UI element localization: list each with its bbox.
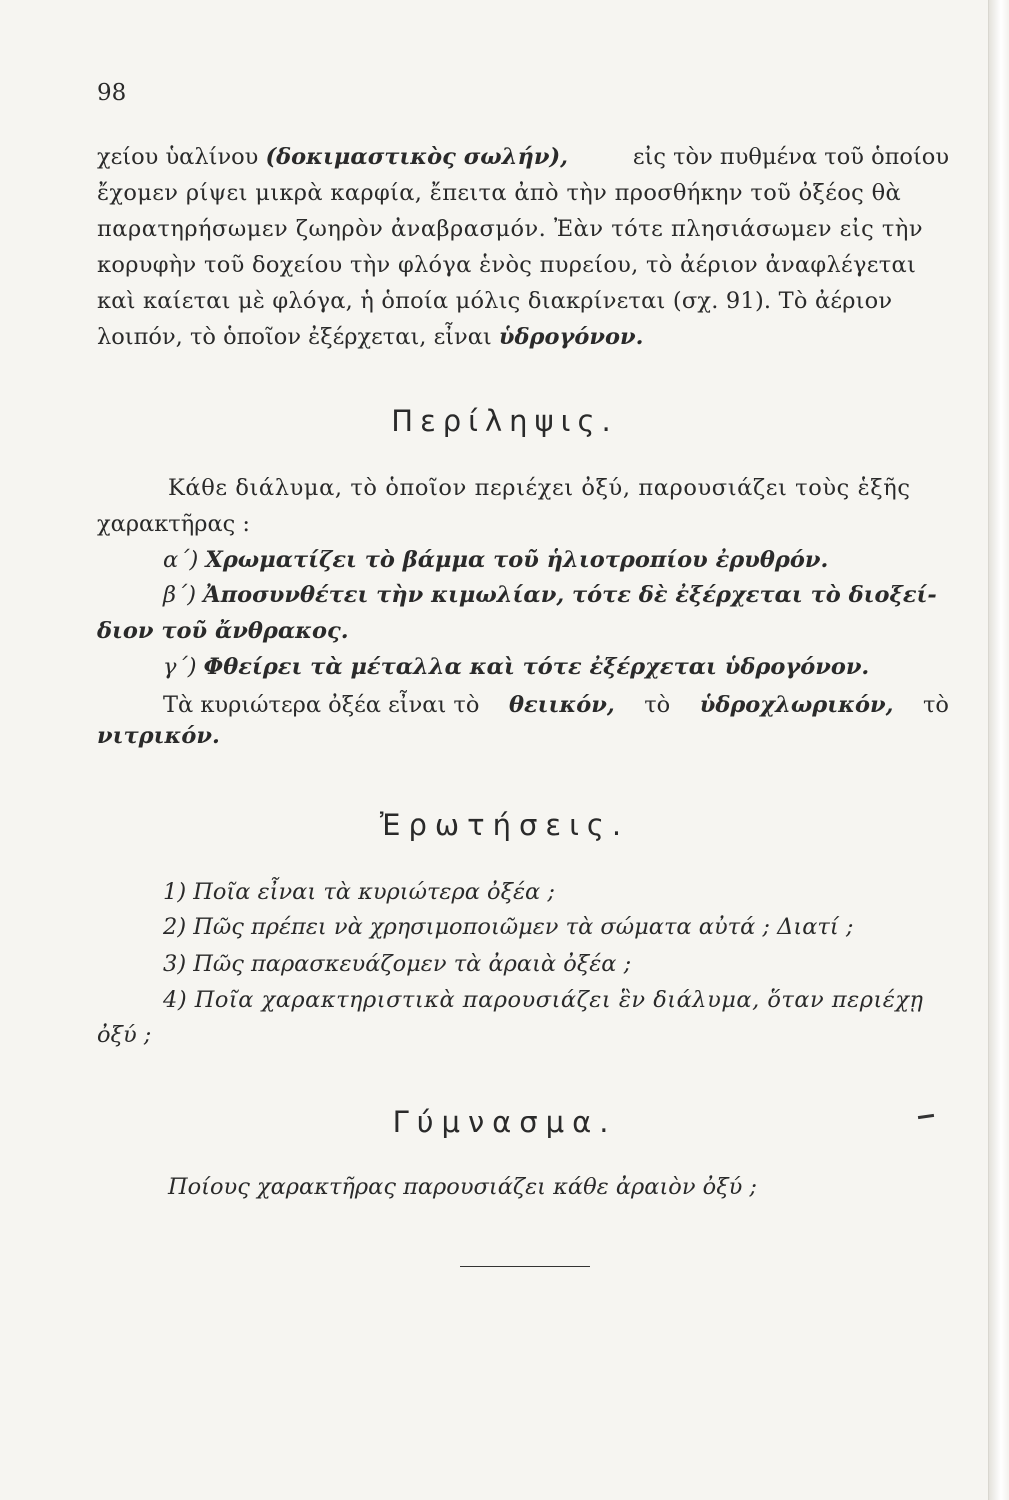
intro-line-4: κορυφὴν τοῦ δοχείου τὴν φλόγα ἑνὸς πυρείου, τὸ ἀέριον ἀναφλέγεται (97, 252, 917, 278)
summary-item-c: γ΄) Φθείρει τὰ μέταλλα καὶ τότε ἐξέρχεται ὑδρογόνον. (163, 654, 870, 680)
question-1: 1) Ποῖα εἶναι τὰ κυριώτερα ὀξέα ; (163, 879, 555, 905)
summary-item-b: β΄) Ἀποσυνθέτει τὴν κιμωλίαν, τότε δὲ ἐξέρχεται τὸ διοξεί- (163, 582, 937, 608)
summary-intro-line-2: χαρακτῆρας : (97, 511, 250, 537)
page-number: 98 (97, 80, 127, 106)
summary-main-acids-cont: νιτρικόν. (97, 723, 220, 749)
intro-line-1: χείου ὑαλίνου (δοκιμαστικὸς σωλήν), εἰς τὸν πυθμένα τοῦ ὁποίου (97, 144, 949, 170)
questions-heading: Ἐρωτήσεις. (379, 808, 630, 842)
summary-intro-line-1: Κάθε διάλυμα, τὸ ὁποῖον περιέχει ὀξύ, παρουσιάζει τοὺς ἑξῆς (168, 475, 911, 501)
summary-item-b-cont: διον τοῦ ἄνθρακος. (97, 618, 349, 644)
end-rule (460, 1266, 590, 1267)
intro-line-2: ἔχομεν ρίψει μικρὰ καρφία, ἔπειτα ἀπὸ τὴν προσθήκην τοῦ ὀξέος θὰ (97, 180, 902, 206)
intro-line-6: λοιπόν, τὸ ὁποῖον ἐξέρχεται, εἶναι ὑδρογόνον. (97, 324, 644, 350)
page-edge (988, 0, 1009, 1500)
summary-main-acids: Τὰ κυριώτερα ὀξέα εἶναι τὸ θειικόν, τὸ ὑδροχλωρικόν, τὸ (163, 692, 949, 718)
summary-item-a: α΄) Χρωματίζει τὸ βάμμα τοῦ ἡλιοτροπίου ἐρυθρόν. (163, 547, 829, 573)
exercise-text: Ποίους χαρακτῆρας παρουσιάζει κάθε ἀραιὸν ὀξύ ; (168, 1174, 758, 1200)
question-4: 4) Ποῖα χαρακτηριστικὰ παρουσιάζει ἓν διάλυμα, ὅταν περιέχῃ (163, 987, 924, 1013)
question-3: 3) Πῶς παρασκευάζομεν τὰ ἀραιὰ ὀξέα ; (163, 951, 632, 977)
exercise-heading: Γύμνασμα. (392, 1105, 617, 1139)
question-4-cont: ὀξύ ; (97, 1022, 152, 1048)
summary-heading: Περίληψις. (391, 404, 618, 438)
question-2: 2) Πῶς πρέπει νὰ χρησιμοποιῶμεν τὰ σώματα αὐτά ; Διατί ; (163, 914, 854, 940)
intro-line-5: καὶ καίεται μὲ φλόγα, ἡ ὁποία μόλις διακρίνεται (σχ. 91). Τὸ ἀέριον (97, 288, 893, 314)
intro-line-3: παρατηρήσωμεν ζωηρὸν ἀναβρασμόν. Ἐὰν τότε πλησιάσωμεν εἰς τὴν (97, 216, 924, 242)
